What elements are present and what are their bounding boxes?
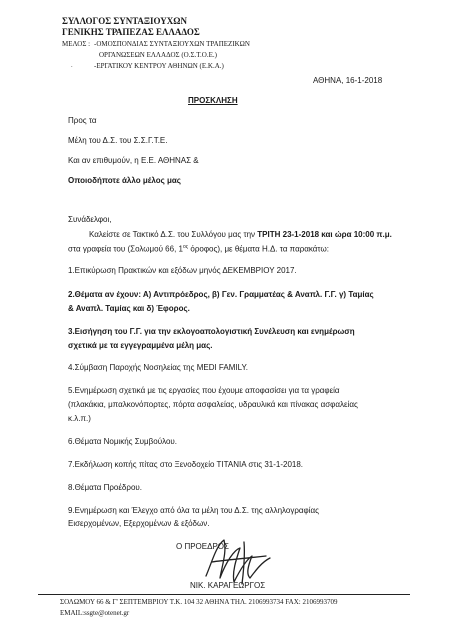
footer-email: EMAIL:ssgte@otenet.gr xyxy=(60,609,130,617)
agenda-item-5-end: κ.λ.π.) xyxy=(68,414,91,423)
agenda-item-7: 7.Εκδήλωση κοπής πίτας στο Ξενοδοχείο ΤΙΤΑΝΙΑ στις 31-1-2018. xyxy=(68,460,304,469)
agenda-item-8: 8.Θέματα Προέδρου. xyxy=(68,483,142,492)
agenda-item-4: 4.Σύμβαση Παροχής Νοσηλείας της MEDI FAMILY. xyxy=(68,363,248,372)
agenda-item-6: 6.Θέματα Νομικής Συμβούλου. xyxy=(68,437,178,446)
agenda-item-9-cont: Εισερχομένων, Εξερχομένων & εξόδων. xyxy=(68,519,210,528)
agenda-item-3-cont: σχετικά με τα εγγεγραμμένα μέλη μας. xyxy=(68,341,213,350)
member-label: ΜΕΛΟΣ : xyxy=(62,40,91,48)
member-labour-centre: -ΕΡΓΑΤΙΚΟΥ ΚΕΝΤΡΟΥ ΑΘΗΝΩΝ (Ε.Κ.Α.) xyxy=(94,62,224,70)
page-title: ΠΡΟΣΚΛΗΣΗ xyxy=(188,96,238,105)
stray-dot: . xyxy=(71,63,73,69)
agenda-item-2: 2.Θέματα αν έχουν: Α) Αντιπρόεδρος, β) Γεν. Γραμματέας & Αναπλ. Γ.Γ. γ) Ταμίας xyxy=(68,290,374,299)
footer-divider xyxy=(38,594,410,595)
intro-agenda: όροφος), με θέματα Η.Δ. τα παρακάτω: xyxy=(188,244,329,254)
intro-line1 xyxy=(89,230,392,239)
place-date: ΑΘΗΝΑ, 16-1-2018 xyxy=(313,76,383,85)
agenda-item-1: 1.Επικύρωση Πρακτικών και εξόδων μηνός ΔΕΚΕΜΒΡΙΟΥ 2017. xyxy=(68,266,297,275)
agenda-item-2-cont: & Αναπλ. Ταμίας και δ) Έφορος. xyxy=(68,304,190,313)
handwritten-signature xyxy=(200,532,280,588)
footer-address: ΣΟΛΩΜΟΥ 66 & Γ' ΣΕΠΤΕΜΒΡΙΟΥ Τ.Κ. 104 32 ΑΘΗΝΑ ΤΗΛ. 2106993734 FAX: 2106993709 xyxy=(60,598,338,606)
member-federation-cont: ΟΡΓΑΝΩΣΕΩΝ ΕΛΛΑΔΟΣ (Ο.Σ.Τ.Ο.Ε.) xyxy=(99,51,217,59)
meeting-datetime: ΤΡΙΤΗ 23-1-2018 και ώρα 10:00 π.μ. xyxy=(257,230,392,239)
member-federation: -ΟΜΟΣΠΟΝΔΙΑΣ ΣΥΝΤΑΞΙΟΥΧΩΝ ΤΡΑΠΕΖΙΚΩΝ xyxy=(94,40,250,48)
agenda-item-3: 3.Εισήγηση του Γ.Γ. για την εκλογοαπολογιστική Συνέλευση και ενημέρωση xyxy=(68,327,355,336)
agenda-item-5: 5.Ενημέρωση σχετικά με τις εργασίες που έχουμε αποφασίσει για τα γραφεία xyxy=(68,386,340,395)
recipient-ee: Και αν επιθυμούν, η Ε.Ε. ΑΘΗΝΑΣ & xyxy=(68,156,199,165)
signature-role: Ο ΠΡΟΕΔΡΟΣ xyxy=(176,542,229,551)
intro-address: στα γραφεία του (Σολωμού 66, 1 xyxy=(68,244,183,254)
org-name-line1: ΣΥΛΛΟΓΟΣ ΣΥΝΤΑΞΙΟΥΧΩΝ xyxy=(62,16,188,26)
recipient-other: Οποιοδήποτε άλλο μέλος μας xyxy=(68,176,181,185)
recipient-to: Προς τα xyxy=(68,116,97,125)
intro-text: Καλείστε σε Τακτικό Δ.Σ. του Συλλόγου μας την xyxy=(89,230,258,239)
greeting: Συνάδελφοι, xyxy=(68,215,112,224)
agenda-item-5-cont: (πλακάκια, μπαλκονόπορτες, πόρτα ασφαλείας, υδραυλικά και πίνακας ασφαλείας xyxy=(68,400,358,409)
floor-superscript: ος xyxy=(182,244,189,250)
signatory-name: ΝΙΚ. ΚΑΡΑΓΕΩΡΓΟΣ xyxy=(190,581,266,590)
agenda-item-9: 9.Ενημέρωση και Έλεγχο από όλα τα μέλη του Δ.Σ. της αλληλογραφίας xyxy=(68,506,319,515)
org-name-line2: ΓΕΝΙΚΗΣ ΤΡΑΠΕΖΑΣ ΕΛΛΑΔΟΣ xyxy=(62,27,200,37)
recipient-board: Μέλη του Δ.Σ. του Σ.Σ.Γ.Τ.Ε. xyxy=(68,136,168,145)
intro-line2 xyxy=(68,244,329,254)
